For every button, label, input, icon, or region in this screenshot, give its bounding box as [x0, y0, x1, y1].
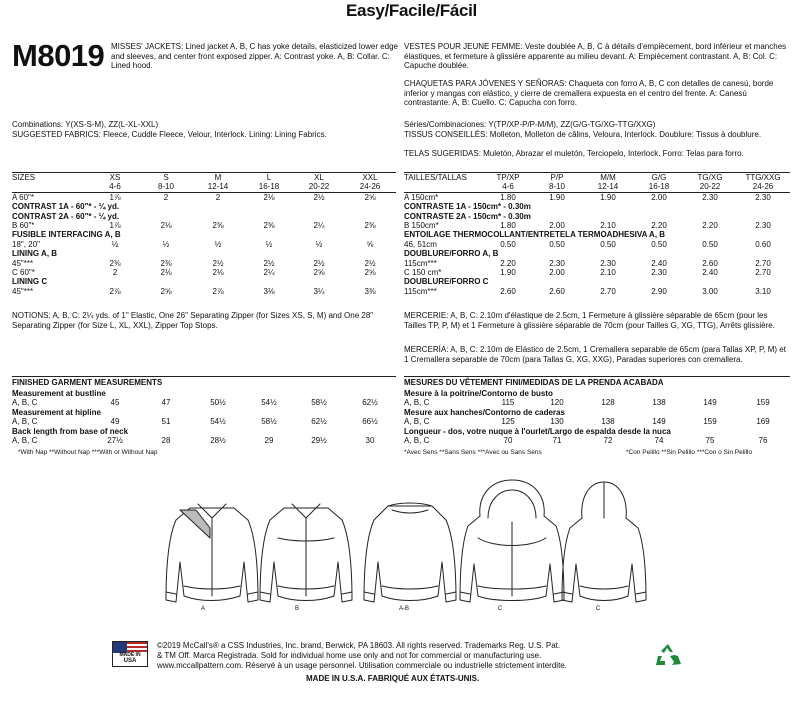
yardage-value: 2½: [313, 258, 325, 268]
yardage-value: 2: [112, 268, 118, 278]
yardage-value: 3.00: [702, 286, 718, 296]
yardage-value: 2½: [313, 192, 325, 202]
yardage-value: 2.10: [600, 221, 616, 231]
section-heading: DOUBLURE/FORRO A, B: [404, 249, 499, 259]
row-label: A, B, C: [404, 436, 430, 446]
measurement-value: 30: [365, 436, 375, 446]
view-c-back-illustration: [562, 482, 646, 602]
measurement-value: 29½: [311, 436, 327, 446]
measurement-row: [404, 436, 790, 445]
section-heading-row: [12, 212, 396, 221]
yardage-row: [404, 259, 790, 268]
row-label: 115cm***: [404, 258, 437, 268]
yardage-value: 2.20: [702, 221, 718, 231]
row-label: B 150cm*: [404, 221, 439, 231]
yardage-value: 2.00: [651, 192, 667, 202]
row-label: 18", 20": [12, 239, 40, 249]
section-heading: DOUBLURE/FORRO C: [404, 277, 489, 287]
yardage-value: 0.60: [755, 239, 771, 249]
yardage-value: 2.30: [600, 258, 616, 268]
yardage-value: 2.30: [549, 258, 565, 268]
yardage-value: 2¼: [313, 221, 325, 231]
size-number: 24-26: [359, 182, 381, 192]
measurement-value: 29: [264, 436, 274, 446]
combinations-french: Séries/Combinaciones: Y(TP/XP-P/P-M/M), ZZ(G/G-TG/XG-TTG/XXG): [404, 120, 656, 129]
size-cell: G/G: [651, 173, 667, 182]
section-heading: LINING A, B: [12, 249, 58, 259]
yardage-value: 2.40: [702, 268, 718, 278]
notions-french: MERCERIE: A, B, C: 2.10m d'élastique de 2.5cm, 1 Fermeture à glissière séparable de 65cm (pour les Tailles TP, P, M) et 1 Fermeture à glissière séparable de 70cm (pour Tailles G, XG, TTG), Arrêts glissière.: [404, 311, 775, 330]
section-heading-row: [12, 277, 396, 286]
measurement-heading-row: [404, 408, 790, 417]
yardage-value: 3¼: [313, 286, 325, 296]
section-heading-row: [12, 202, 396, 211]
finished-rows: [12, 389, 396, 445]
yardage-value: 2⅜: [263, 221, 275, 231]
yardage-value: 2¼: [263, 268, 275, 278]
section-heading: CONTRASTE 2A - 150cm* - 0.30m: [404, 211, 531, 221]
yardage-value: 2.70: [600, 286, 616, 296]
description-english: MISSES' JACKETS: Lined jacket A, B, C has yoke details, elasticized lower edge and sleeves, and center front exposed zipper. A: Contrast yoke. A, B: Collar. C: Lined hood.: [111, 42, 398, 71]
finished-title-english: FINISHED GARMENT MEASUREMENTS: [12, 378, 163, 387]
yardage-row: [12, 268, 396, 277]
section-heading: CONTRAST 1A - 60"* - ¼ yd.: [12, 202, 120, 212]
section-heading: CONTRASTE 1A - 150cm* - 0.30m: [404, 202, 531, 212]
measurement-value: 49: [110, 417, 120, 427]
yardage-value: ½: [111, 239, 119, 249]
size-cell: TG/XG: [697, 173, 723, 182]
measurement-value: 58½: [261, 417, 277, 427]
yardage-value: 3⅜: [364, 286, 376, 296]
measurement-heading-row: [12, 427, 396, 436]
section-heading-row: [12, 249, 396, 258]
yardage-value: 2.20: [500, 258, 516, 268]
row-label: B 60"*: [12, 221, 35, 231]
measurement-heading: Measurement at bustline: [12, 389, 106, 398]
size-number-row: [404, 182, 790, 192]
measurement-value: 76: [758, 436, 768, 446]
yardage-value: 2⅜: [364, 221, 376, 231]
yardage-value: 2⅛: [160, 268, 172, 278]
measurement-heading-row: [404, 389, 790, 398]
measurement-heading: Longueur - dos, votre nuque à l'ourlet/Largo de espalda desde la nuca: [404, 426, 671, 436]
measurement-value: 50½: [210, 398, 226, 408]
view-c-front-illustration: [460, 480, 564, 602]
yardage-value: 2⅜: [212, 221, 224, 231]
measurement-value: 149: [703, 398, 717, 408]
metric-rows: [404, 192, 790, 296]
size-header-row: [404, 173, 790, 182]
size-number: 16-18: [258, 182, 280, 192]
yardage-value: 2⅞: [109, 286, 121, 296]
measurement-row: [12, 436, 396, 445]
yardage-value: 2⅝: [160, 286, 172, 296]
size-cell: XXL: [362, 173, 378, 182]
yardage-value: 2.70: [755, 268, 771, 278]
measurement-value: 159: [756, 398, 770, 408]
size-cell: TP/XP: [496, 173, 520, 182]
size-cell: XL: [314, 173, 324, 182]
finished-title-french: MESURES DU VÊTEMENT FINI/MEDIDAS DE LA PRENDA ACABADA: [404, 378, 664, 387]
divider: [404, 376, 790, 377]
yardage-value: 2½: [364, 258, 376, 268]
measurement-heading: Back length from base of neck: [12, 426, 129, 436]
measurement-value: 47: [161, 398, 171, 408]
measurement-value: 138: [601, 417, 615, 427]
row-label: A, B, C: [404, 398, 430, 408]
section-heading: FUSIBLE INTERFACING A, B: [12, 230, 121, 240]
yardage-value: 2.70: [755, 258, 771, 268]
measurement-value: 70: [503, 436, 513, 446]
measurement-value: 62½: [311, 417, 327, 427]
row-label: A 60"*: [12, 192, 34, 202]
notions-english: NOTIONS: A, B, C: 2¼ yds. of 1" Elastic, One 26" Separating Zipper (for Sizes XS, S, M) and One 28" Separating Zipper (for Size L, XL, XXL), Zipper Top Stops.: [12, 311, 374, 330]
view-ab-back-illustration: [364, 503, 456, 602]
section-heading-row: [12, 230, 396, 239]
row-label: 46, 51cm: [404, 239, 437, 249]
size-number: 20-22: [699, 182, 721, 192]
yardage-value: 2⅛: [212, 268, 224, 278]
view-label: A-B: [398, 606, 410, 612]
measurement-value: 51: [161, 417, 171, 427]
measurement-value: 28½: [210, 436, 226, 446]
yardage-row: [12, 240, 396, 249]
measurement-row: [404, 398, 790, 407]
yardage-row: [404, 221, 790, 230]
measurement-heading: Measurement at hipline: [12, 407, 101, 417]
size-number: 4-6: [109, 182, 121, 192]
yardage-value: 2½: [212, 258, 224, 268]
measurement-heading-row: [12, 389, 396, 398]
section-heading-row: [404, 212, 790, 221]
yardage-value: 2.00: [549, 221, 565, 231]
size-number: 4-6: [502, 182, 514, 192]
yardage-value: 0.50: [549, 239, 565, 249]
measurement-value: 75: [705, 436, 715, 446]
copyright-line-2: & TM Off. Marca Registrada. Sold for individual home use only and not for commercial or manufacturing use.: [157, 651, 542, 660]
size-number: 8-10: [548, 182, 565, 192]
yardage-value: 2.30: [702, 192, 718, 202]
yardage-value: ½: [162, 239, 170, 249]
nap-footnote-spanish: *Con Pelillo **Sin Pelillo ***Con o Sin Pelillo: [626, 449, 753, 456]
size-label: SIZES: [12, 173, 36, 182]
yardage-value: 2.90: [651, 286, 667, 296]
section-heading-row: [404, 202, 790, 211]
yardage-rows: [12, 192, 396, 296]
yardage-value: 1.80: [500, 192, 516, 202]
yardage-value: 2.60: [549, 286, 565, 296]
yardage-value: ½: [315, 239, 323, 249]
row-label: A, B, C: [12, 417, 38, 427]
yardage-value: 2⅝: [364, 192, 376, 202]
yardage-value: 2⅝: [313, 268, 325, 278]
measurement-row: [12, 398, 396, 407]
made-in-usa-text: MADE IN U.S.A. FABRIQUÉ AUX ÉTATS-UNIS.: [306, 674, 480, 683]
nap-footnote-english: *With Nap **Without Nap ***With or Without Nap: [18, 449, 158, 456]
brand-line: Easy/Facile/Fácil: [346, 1, 477, 20]
yardage-row: [12, 287, 396, 296]
size-label: TAILLES/TALLAS: [404, 173, 467, 182]
yardage-value: ½: [214, 239, 222, 249]
measurement-value: 54½: [261, 398, 277, 408]
size-number: 8-10: [157, 182, 174, 192]
measurement-value: 120: [550, 398, 564, 408]
yardage-value: 2.10: [600, 268, 616, 278]
row-label: 45"***: [12, 286, 34, 296]
size-number: 12-14: [597, 182, 619, 192]
yardage-value: 1.90: [500, 268, 516, 278]
measurement-value: 169: [756, 417, 770, 427]
measurement-heading: Mesure aux hanches/Contorno de caderas: [404, 407, 565, 417]
size-number: 12-14: [207, 182, 229, 192]
finished-rows: [404, 389, 790, 445]
measurement-value: 159: [703, 417, 717, 427]
yardage-value: 0.50: [500, 239, 516, 249]
pattern-number: M8019: [12, 38, 105, 73]
measurement-value: 58½: [311, 398, 327, 408]
measurement-value: 149: [652, 417, 666, 427]
view-label: C: [497, 606, 503, 612]
yardage-table-metric: [404, 173, 790, 296]
yardage-value: 0.50: [651, 239, 667, 249]
measurement-value: 54½: [210, 417, 226, 427]
yardage-value: 1.90: [600, 192, 616, 202]
view-label: B: [294, 606, 300, 612]
measurement-value: 74: [654, 436, 664, 446]
measurement-value: 28: [161, 436, 171, 446]
description-french: VESTES POUR JEUNE FEMME: Veste doublée A, B, C à détails d'empiècement, bord inférieur et manches élastiques, et fermeture à glissière apparente au milieu devant. A: Empiècement contrastant. A, B: Col. C: Capuche doublée.: [404, 42, 787, 71]
measurement-value: 27½: [107, 436, 123, 446]
finished-table-english: [12, 389, 396, 445]
section-heading-row: [404, 249, 790, 258]
measurement-heading-row: [404, 427, 790, 436]
section-heading: LINING C: [12, 277, 48, 287]
yardage-row: [404, 268, 790, 277]
row-label: A 150cm*: [404, 192, 439, 202]
yardage-value: 2⅜: [109, 258, 121, 268]
yardage-value: 2⅝: [364, 268, 376, 278]
recycle-icon: [654, 643, 682, 669]
size-header-row: [12, 173, 396, 182]
measurement-value: 125: [501, 417, 515, 427]
yardage-value: 2.40: [651, 258, 667, 268]
yardage-value: 2.60: [500, 286, 516, 296]
measurement-row: [12, 417, 396, 426]
yardage-value: 1⅞: [109, 192, 121, 202]
yardage-row: [12, 221, 396, 230]
measurement-value: 130: [550, 417, 564, 427]
yardage-value: 2.30: [755, 192, 771, 202]
copyright-line-3: www.mccallpattern.com. Réservé à un usage personnel. Utilisation commerciale ou industrielle strictement interdite.: [157, 661, 567, 670]
yardage-value: 2⅞: [212, 286, 224, 296]
row-label: A, B, C: [404, 417, 430, 427]
yardage-value: 2: [215, 192, 221, 202]
yardage-row: [12, 259, 396, 268]
section-heading: CONTRAST 2A - 60"* - ¼ yd.: [12, 211, 120, 221]
yardage-value: 0.50: [702, 239, 718, 249]
jacket-illustrations: [0, 468, 800, 628]
size-number-row: [12, 182, 396, 192]
fabrics-english: SUGGESTED FABRICS: Fleece, Cuddle Fleece, Velour, Interlock. Lining: Lining Fabrics.: [12, 130, 327, 139]
yardage-value: ½: [265, 239, 273, 249]
yardage-row: [404, 192, 790, 202]
measurement-heading: Mesure à la poitrine/Contorno de busto: [404, 389, 553, 398]
yardage-value: 2.60: [702, 258, 718, 268]
yardage-table-english: [12, 173, 396, 296]
notions-spanish: MERCERÍA: A, B, C: 2.10m de Elástico de 2.5cm, 1 Cremallera separable de 65cm (para Tallas XP, P, M) et 1 Cremallera separable de 70cm (para Tallas G, XG, XXG), Paradas superiores con cremallera.: [404, 345, 786, 364]
row-label: 115cm***: [404, 286, 437, 296]
measurement-value: 115: [501, 398, 515, 408]
flag-country-text: USA: [123, 658, 137, 664]
measurement-value: 45: [110, 398, 120, 408]
size-cell: M: [214, 173, 222, 182]
yardage-row: [404, 240, 790, 249]
yardage-value: ⅝: [366, 239, 374, 249]
view-a-front-illustration: [166, 504, 258, 602]
flag-made-text: MADE IN: [119, 652, 141, 658]
finished-table-metric: [404, 389, 790, 445]
view-label: C: [595, 606, 601, 612]
nap-footnote-french: *Avec Sens **Sans Sens ***Avec ou Sans Sens: [404, 449, 542, 456]
measurement-value: 128: [601, 398, 615, 408]
section-heading: ENTOILAGE THERMOCOLLANT/ENTRETELA TERMOADHESIVA A, B: [404, 230, 666, 240]
yardage-value: 2.20: [651, 221, 667, 231]
size-number: 24-26: [752, 182, 774, 192]
divider: [12, 376, 396, 377]
size-cell: M/M: [600, 173, 616, 182]
yardage-value: 3.10: [755, 286, 771, 296]
yardage-value: 2.00: [549, 268, 565, 278]
size-cell: XS: [109, 173, 121, 182]
yardage-value: 0.50: [600, 239, 616, 249]
size-cell: S: [163, 173, 169, 182]
size-cell: TTG/XXG: [745, 173, 781, 182]
size-cell: P/P: [550, 173, 564, 182]
yardage-value: 2⅛: [263, 192, 275, 202]
measurement-value: 72: [603, 436, 613, 446]
size-number: 20-22: [308, 182, 330, 192]
size-cell: L: [266, 173, 272, 182]
yardage-value: 2.30: [651, 268, 667, 278]
measurement-value: 71: [552, 436, 562, 446]
yardage-value: 3⅛: [263, 286, 275, 296]
description-spanish: CHAQUETAS PARA JÓVENES Y SEÑORAS: Chaqueta con forro A, B, C con detalles de canesú, borde inferior y mangas con elástico, y cierre de cremallera expuesta en el centro del frente. A: Canesú contrastante. A, B: Cuello. C: Capucha con forro.: [404, 79, 774, 108]
row-label: C 150 cm*: [404, 268, 442, 278]
yardage-value: 2⅜: [160, 258, 172, 268]
section-heading-row: [404, 230, 790, 239]
row-label: C 60"*: [12, 268, 35, 278]
yardage-value: 2½: [263, 258, 275, 268]
fabrics-spanish: TELAS SUGERIDAS: Muletón, Abrazar el muletón, Terciopelo, Interlock. Forro: Telas para forro.: [404, 149, 744, 158]
measurement-value: 62½: [362, 398, 378, 408]
view-label: A: [200, 606, 206, 612]
yardage-value: 2: [163, 192, 169, 202]
row-label: A, B, C: [12, 436, 38, 446]
copyright-line-1: ©2019 McCall's® a CSS Industries, Inc. brand, Berwick, PA 18603. All rights reserved. Trademarks Reg. U.S. Pat.: [157, 641, 561, 650]
measurement-row: [404, 417, 790, 426]
yardage-value: 1.80: [500, 221, 516, 231]
fabrics-french: TISSUS CONSEILLÉS: Molleton, Molleton de câlins, Veloura, Interlock. Doublure: Tissus à doublure.: [404, 130, 762, 139]
made-in-usa-flag: [112, 641, 148, 667]
measurement-value: 66½: [362, 417, 378, 427]
yardage-row: [12, 192, 396, 202]
yardage-value: 1.90: [549, 192, 565, 202]
combinations-english: Combinations: Y(XS-S-M), ZZ(L-XL-XXL): [12, 120, 159, 129]
size-number: 16-18: [648, 182, 670, 192]
yardage-value: 2⅛: [160, 221, 172, 231]
row-label: 45"***: [12, 258, 34, 268]
yardage-value: 2.30: [755, 221, 771, 231]
yardage-row: [404, 287, 790, 296]
section-heading-row: [404, 277, 790, 286]
measurement-value: 138: [652, 398, 666, 408]
row-label: A, B, C: [12, 398, 38, 408]
view-b-front-illustration: [260, 504, 352, 602]
yardage-value: 1⅞: [109, 221, 121, 231]
measurement-heading-row: [12, 408, 396, 417]
